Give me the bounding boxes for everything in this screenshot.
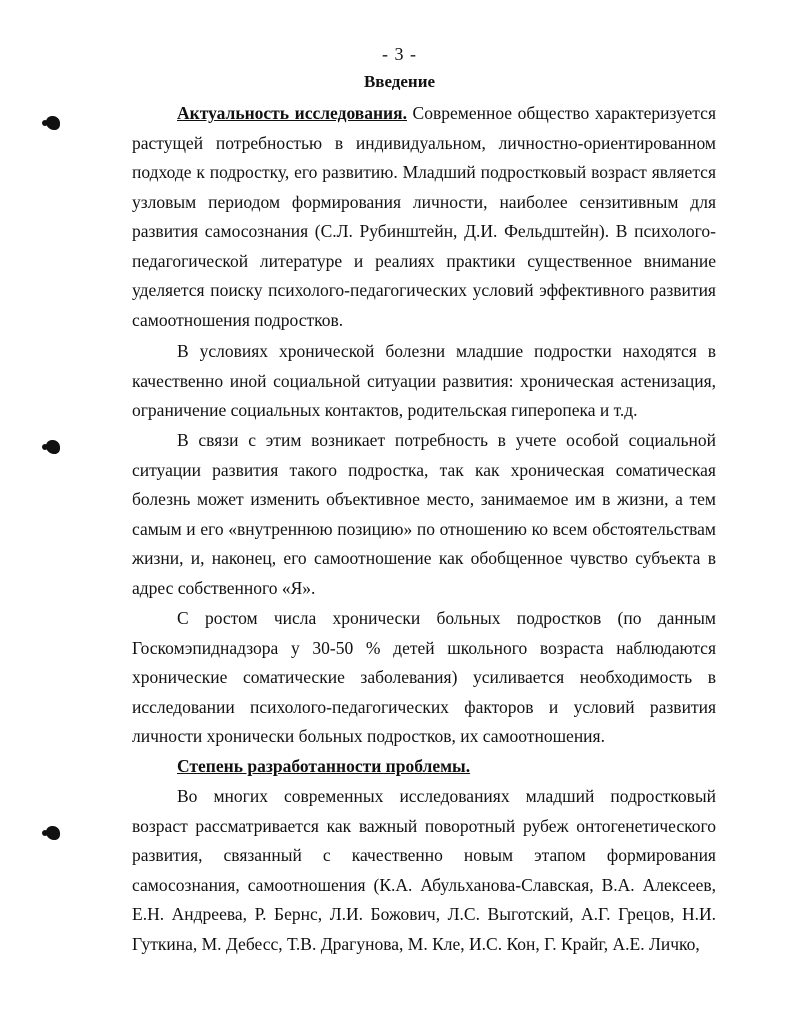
relevance-paragraph [132,99,716,335]
paragraph-research-review: Во многих современных исследованиях младший подростковый возраст рассматривается как важный поворотный рубеж онтогенетического развития, связанный с качественно новым этапом формирования самосознания, самоотношения (К.А. Абульханова-Славская, В.А. Алексеев, Е.Н. Андреева, Р. Бернс, Л.И. Божович, Л.С. Выготский, А.Г. Грецов, Н.И. Гуткина, М. Дебесс, Т.В. Драгунова, М. Кле, И.С. Кон, Г. Крайг, А.Е. Личко, [132,786,716,954]
page-number: - 3 - [382,44,417,64]
binding-hole-mark [46,116,60,130]
paragraph-chronic-illness: В условиях хронической болезни младшие подростки находятся в качественно иной социальной ситуации развития: хроническая астенизация, ограничение социальных контактов, родительская гиперопека и т.д. [132,341,716,420]
paragraph-statistics: С ростом числа хронически больных подростков (по данным Госкомэпиднадзора у 30-50 % детей школьного возраста наблюдаются хронические соматические заболевания) усиливается необходимость в исследовании психолого-педагогических факторов и условий развития личности хронически больных подростков, их самоотношения. [132,608,716,746]
relevance-text: Современное общество характеризуется растущей потребностью в индивидуальном, личностно-ориентированном подходе к подростку, его развитию. Младший подростковый возраст является узловым периодом формирования личности, наиболее сензитивным для развития самосознания (С.Л. Рубинштейн, Д.И. Фельдштейн). В психолого-педагогической литературе и реалиях практики существенное внимание уделяется поиску психолого-педагогических условий эффективного развития самоотношения подростков. [132,103,716,330]
binding-hole-mark [46,826,60,840]
binding-hole-mark [46,440,60,454]
relevance-heading: Актуальность исследования. [177,103,407,123]
paragraph-social-situation: В связи с этим возникает потребность в учете особой социальной ситуации развития такого подростка, так как хроническая соматическая болезнь может изменить объективное место, занимаемое им в жизни, а тем самым и его «внутреннюю позицию» по отношению ко всем обстоятельствам жизни, и, наконец, его самоотношение как обобщенное чувство субъекта в адрес собственного «Я». [132,430,716,598]
degree-heading: Степень разработанности проблемы. [177,756,471,776]
section-title: Введение [363,72,436,91]
